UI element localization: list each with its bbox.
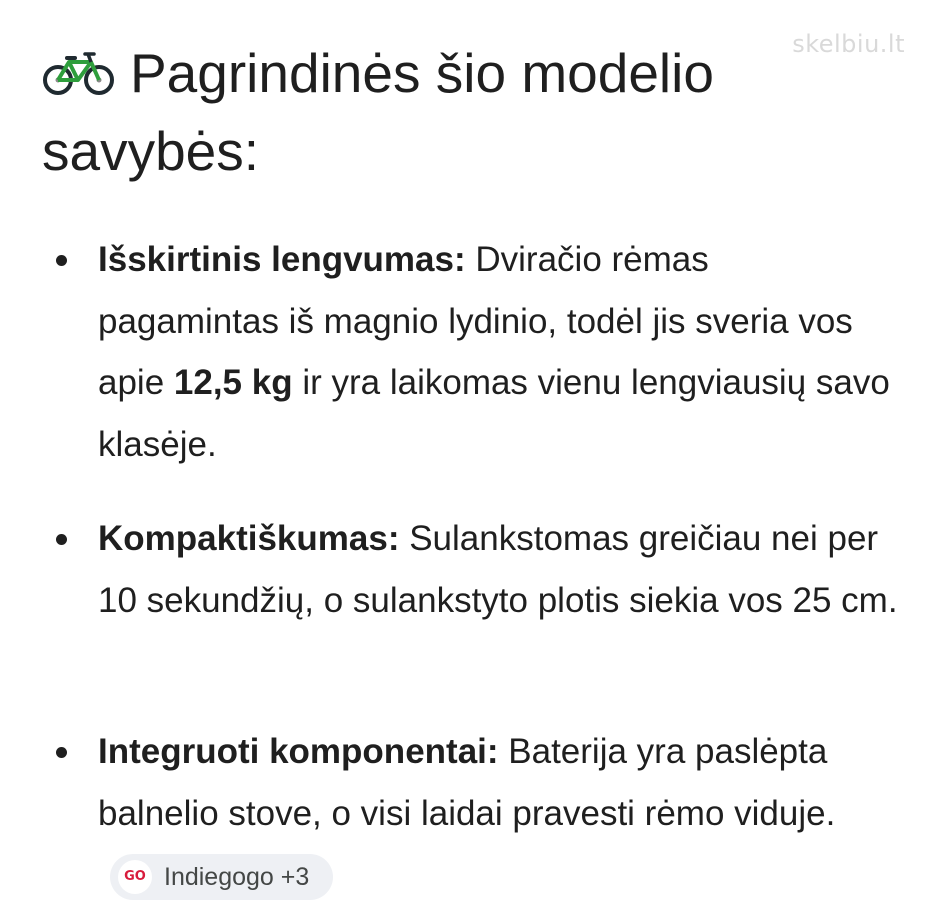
source-chip[interactable] [110,854,333,900]
bicycle-icon [42,50,116,96]
indiegogo-logo-icon: GO [118,860,152,894]
list-item [98,721,898,906]
feature-text: Sulankstomas greičiau nei per 10 sekundžių, o sulankstyto plotis siekia vos 25 cm. [98,519,898,620]
page-title [42,34,902,190]
bullet-icon [56,534,67,545]
page-title-text: Pagrindinės šio modelio savybės: [42,42,714,182]
feature-text: Dviračio rėmas pagamintas iš magnio lydinio, todėl jis sveria vos apie [98,240,853,402]
feature-term: Kompaktiškumas: [98,519,400,558]
bullet-icon [56,747,67,758]
list-item [98,229,898,475]
list-item [98,508,898,631]
source-chip-label: Indiegogo +3 [164,863,310,891]
bullet-icon [56,255,67,266]
watermark: skelbiu.lt [792,30,905,58]
feature-term: Išskirtinis lengvumas: [98,240,466,279]
feature-term: Integruoti komponentai: [98,732,499,771]
feature-text: ir yra laikomas vienu lengviausių savo klasėje. [98,363,890,464]
feature-text: Baterija yra paslėpta balnelio stove, o visi laidai pravesti rėmo viduje. [98,732,836,833]
feature-weight-value: 12,5 kg [173,363,293,402]
